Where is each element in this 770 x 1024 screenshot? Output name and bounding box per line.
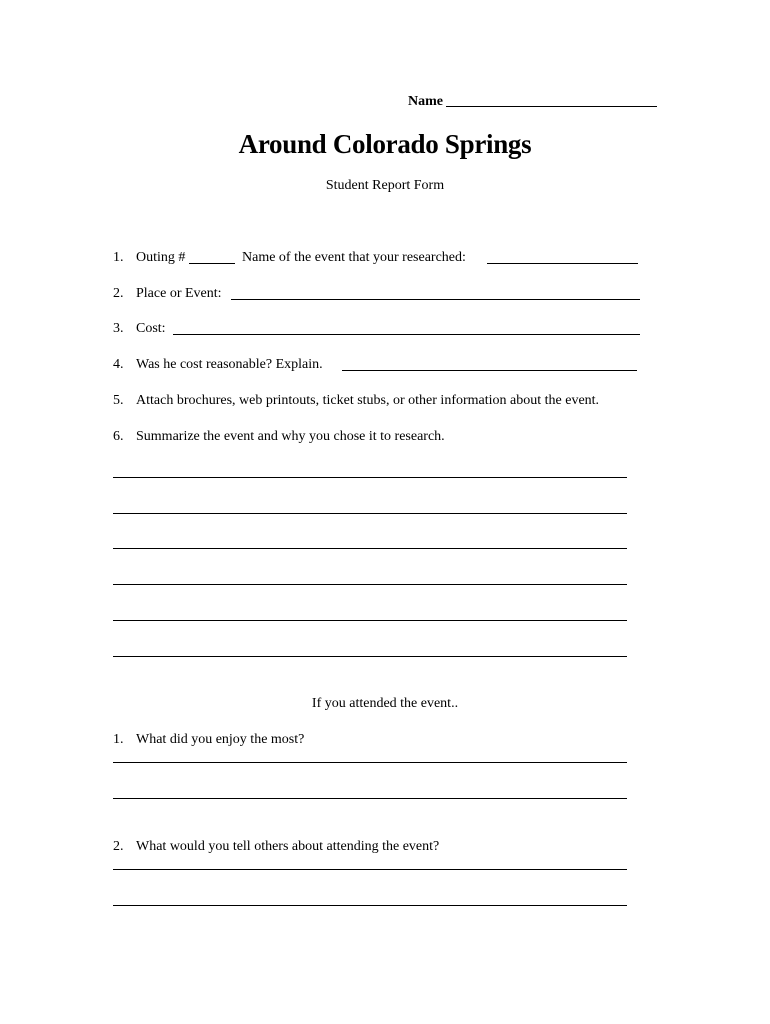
summary-answer-line[interactable] bbox=[113, 477, 627, 478]
question-label-place: Place or Event: bbox=[136, 286, 222, 301]
place-field[interactable] bbox=[231, 299, 640, 300]
outing-number-field[interactable] bbox=[189, 263, 235, 264]
tell-others-answer-line[interactable] bbox=[113, 905, 627, 906]
question-number: 1. bbox=[113, 732, 124, 747]
summary-answer-line[interactable] bbox=[113, 620, 627, 621]
question-number: 4. bbox=[113, 357, 124, 372]
cost-field[interactable] bbox=[173, 334, 640, 335]
summary-answer-line[interactable] bbox=[113, 656, 627, 657]
question-label-cost: Cost: bbox=[136, 321, 166, 336]
event-name-field[interactable] bbox=[487, 263, 638, 264]
name-label: Name bbox=[408, 94, 443, 109]
question-number: 5. bbox=[113, 393, 124, 408]
summary-answer-line[interactable] bbox=[113, 513, 627, 514]
question-number: 3. bbox=[113, 321, 124, 336]
page-subtitle: Student Report Form bbox=[325, 178, 445, 193]
summary-answer-line[interactable] bbox=[113, 584, 627, 585]
summary-answer-line[interactable] bbox=[113, 548, 627, 549]
question-number: 2. bbox=[113, 839, 124, 854]
question-label-summarize: Summarize the event and why you chose it to research. bbox=[136, 429, 445, 444]
question-label-enjoy: What did you enjoy the most? bbox=[136, 732, 305, 747]
name-field[interactable] bbox=[446, 106, 657, 107]
tell-others-answer-line[interactable] bbox=[113, 869, 627, 870]
question-number: 2. bbox=[113, 286, 124, 301]
attended-section-heading: If you attended the event.. bbox=[311, 696, 459, 711]
question-label-tell-others: What would you tell others about attending the event? bbox=[136, 839, 440, 854]
enjoy-answer-line[interactable] bbox=[113, 762, 627, 763]
question-label-outing: Outing # bbox=[136, 250, 186, 265]
enjoy-answer-line[interactable] bbox=[113, 798, 627, 799]
question-number: 6. bbox=[113, 429, 124, 444]
question-label-attach: Attach brochures, web printouts, ticket stubs, or other information about the event. bbox=[136, 393, 600, 408]
page-title: Around Colorado Springs bbox=[238, 129, 532, 159]
question-number: 1. bbox=[113, 250, 124, 265]
question-label-event-name: Name of the event that your researched: bbox=[242, 250, 466, 265]
question-label-cost-reasonable: Was he cost reasonable? Explain. bbox=[136, 357, 323, 372]
cost-reasonable-field[interactable] bbox=[342, 370, 637, 371]
